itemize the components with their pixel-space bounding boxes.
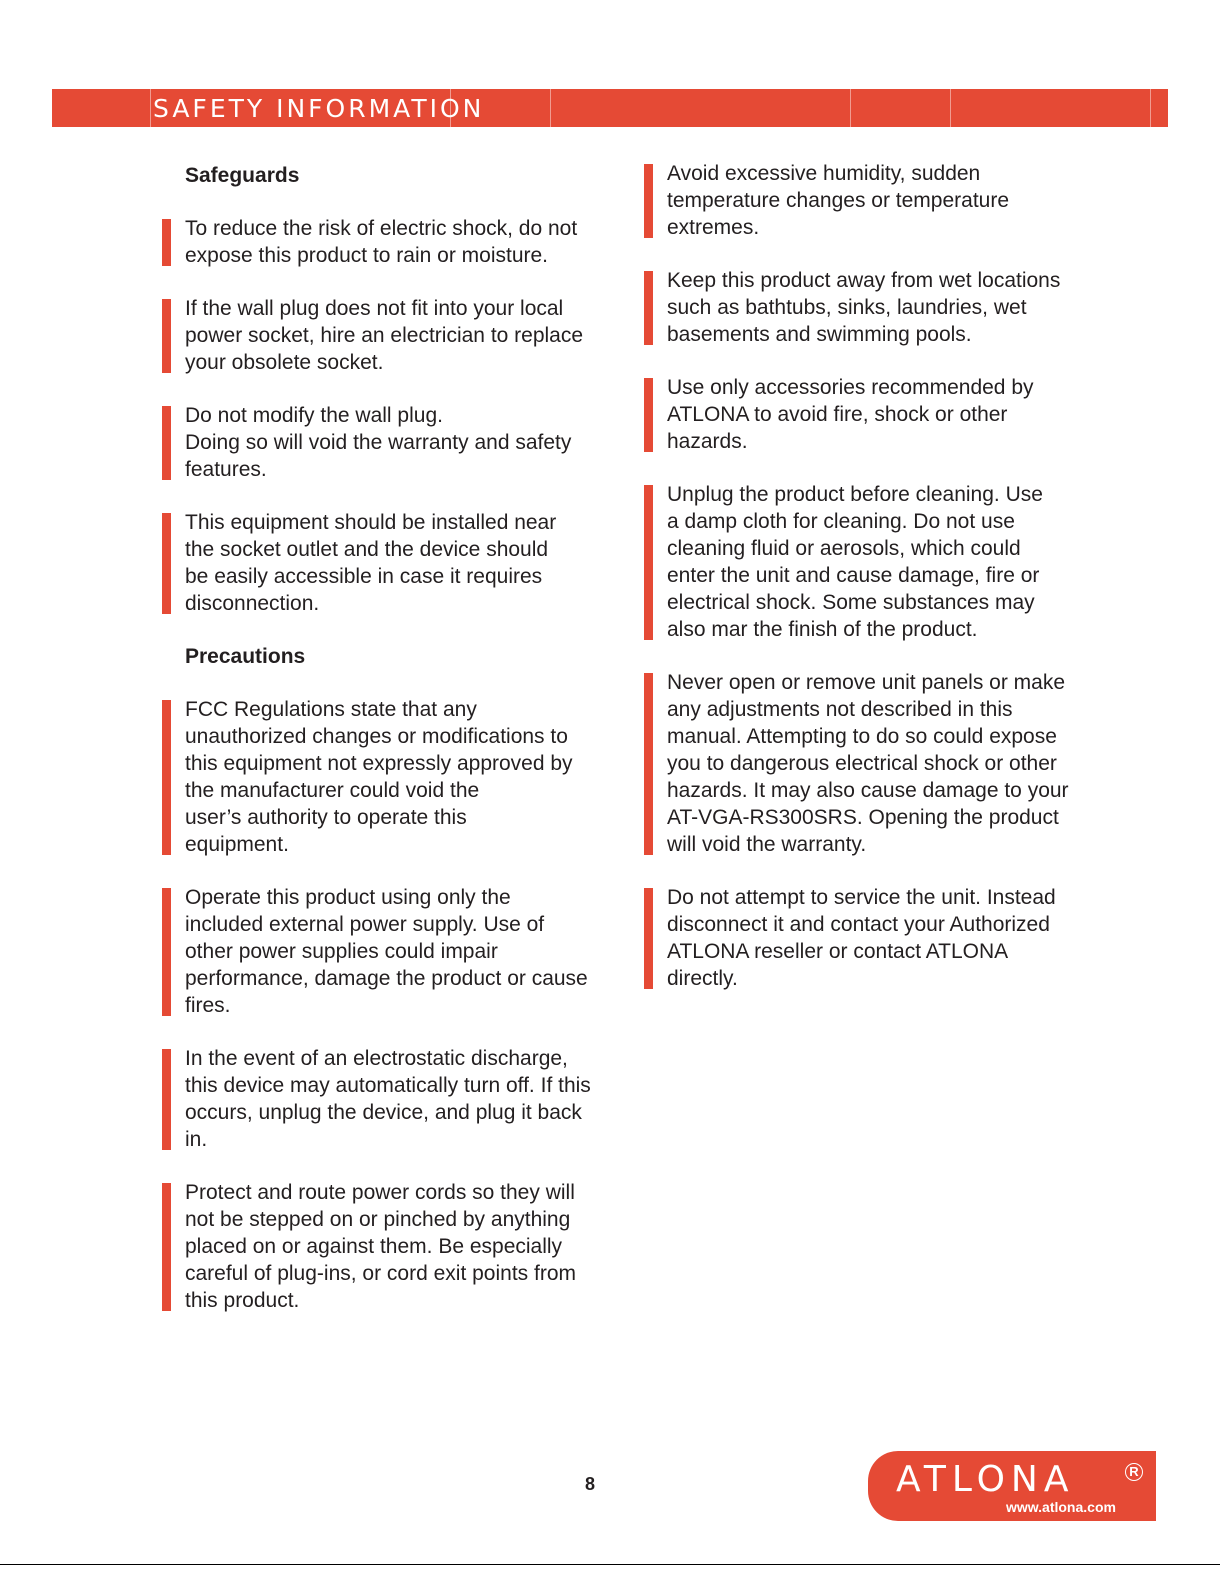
left-column [185,162,635,1314]
safety-item [185,884,635,1019]
safety-item-line: In the event of an electrostatic discharge, [185,1047,568,1070]
safety-item-line: extremes. [667,216,760,239]
right-list [667,160,1117,992]
safety-item-line: manual. Attempting to do so could expose [667,725,1057,748]
safety-item-line: Use only accessories recommended by [667,376,1034,399]
safety-item [667,160,1117,241]
safety-item-line: in. [185,1128,208,1151]
logo-url: www.atlona.com [1006,1499,1116,1515]
safety-item-line: basements and swimming pools. [667,323,972,346]
safety-item-line: included external power supply. Use of [185,913,545,936]
safeguards-heading: Safeguards [185,164,300,187]
safety-item [667,481,1117,643]
header-divider [850,89,851,127]
header-divider [1150,89,1151,127]
safety-item-line: careful of plug-ins, or cord exit points from [185,1262,577,1285]
safety-item-line: If the wall plug does not fit into your local [185,297,564,320]
logo-rule [1153,1451,1156,1521]
safety-item-line: Doing so will void the warranty and safety [185,431,572,454]
safety-item-line: your obsolete socket. [185,351,384,374]
precautions-heading: Precautions [185,645,306,668]
safety-item-line: also mar the finish of the product. [667,618,978,641]
safety-item [185,402,635,483]
safety-item-line: Unplug the product before cleaning. Use [667,483,1043,506]
safety-item [667,374,1117,455]
safety-item-line: you to dangerous electrical shock or other [667,752,1057,775]
safety-item-line: other power supplies could impair [185,940,498,963]
safety-item-line: This equipment should be installed near [185,511,557,534]
safety-item-line: Do not modify the wall plug. [185,404,443,427]
header-divider [150,89,151,127]
safety-item-line: user’s authority to operate this [185,806,467,829]
safety-item [185,1045,635,1153]
safety-item [185,215,635,269]
precautions-list [185,696,635,1314]
safety-item-line: placed on or against them. Be especially [185,1235,563,1258]
safety-item-line: disconnect it and contact your Authorized [667,913,1050,936]
safety-item-line: Avoid excessive humidity, sudden [667,162,981,185]
safety-item-line: ATLONA reseller or contact ATLONA [667,940,1009,963]
safety-item-line: hazards. [667,430,748,453]
safety-item-line: temperature changes or temperature [667,189,1010,212]
safety-item-line: equipment. [185,833,289,856]
right-column [667,160,1117,992]
safety-item [185,1179,635,1314]
safety-item-line: Keep this product away from wet locations [667,269,1061,292]
safety-item-line: the socket outlet and the device should [185,538,549,561]
safety-item-line: be easily accessible in case it requires [185,565,543,588]
safety-item-line: Protect and route power cords so they will [185,1181,575,1204]
registered-mark-icon: R [1125,1463,1143,1481]
section-title: SAFETY INFORMATION [153,94,485,123]
safety-item [667,267,1117,348]
safety-item-line: directly. [667,967,738,990]
safety-item-line: not be stepped on or pinched by anything [185,1208,571,1231]
safety-item-line: such as bathtubs, sinks, laundries, wet [667,296,1027,319]
safety-item-line: Operate this product using only the [185,886,511,909]
safety-item [185,509,635,617]
safety-item-line: FCC Regulations state that any [185,698,477,721]
safety-item-line: will void the warranty. [667,833,867,856]
safety-item [667,884,1117,992]
safety-item-line: power socket, hire an electrician to replace [185,324,584,347]
safety-item-line: Do not attempt to service the unit. Instead [667,886,1056,909]
header-divider [950,89,951,127]
safety-item-line: enter the unit and cause damage, fire or [667,564,1040,587]
safety-item-line: this product. [185,1289,300,1312]
safety-item-line: this equipment not expressly approved by [185,752,573,775]
safety-item-line: hazards. It may also cause damage to your [667,779,1069,802]
safety-item-line: features. [185,458,267,481]
page-number: 8 [584,1474,595,1494]
safety-item-line: performance, damage the product or cause [185,967,588,990]
safety-item-line: AT-VGA-RS300SRS. Opening the product [667,806,1059,829]
safety-item-line: a damp cloth for cleaning. Do not use [667,510,1015,533]
safety-item-line: occurs, unplug the device, and plug it back [185,1101,582,1124]
safety-item-line: expose this product to rain or moisture. [185,244,549,267]
safety-item [185,295,635,376]
safety-item [667,669,1117,858]
safety-item-line: any adjustments not described in this [667,698,1013,721]
safety-item-line: cleaning fluid or aerosols, which could [667,537,1021,560]
header-divider [550,89,551,127]
safety-item-line: this device may automatically turn off. If this [185,1074,591,1097]
safeguards-list [185,215,635,617]
safety-item-line: To reduce the risk of electric shock, do not [185,217,578,240]
safety-item-line: disconnection. [185,592,320,615]
safety-item [185,696,635,858]
safety-item-line: Never open or remove unit panels or make [667,671,1066,694]
safety-item-line: the manufacturer could void the [185,779,480,802]
safety-item-line: unauthorized changes or modifications to [185,725,568,748]
safety-item-line: fires. [185,994,231,1017]
logo-wordmark: ATLONA [896,1459,1075,1500]
safety-item-line: ATLONA to avoid fire, shock or other [667,403,1008,426]
bottom-rule [0,1564,1220,1565]
safety-item-line: electrical shock. Some substances may [667,591,1035,614]
